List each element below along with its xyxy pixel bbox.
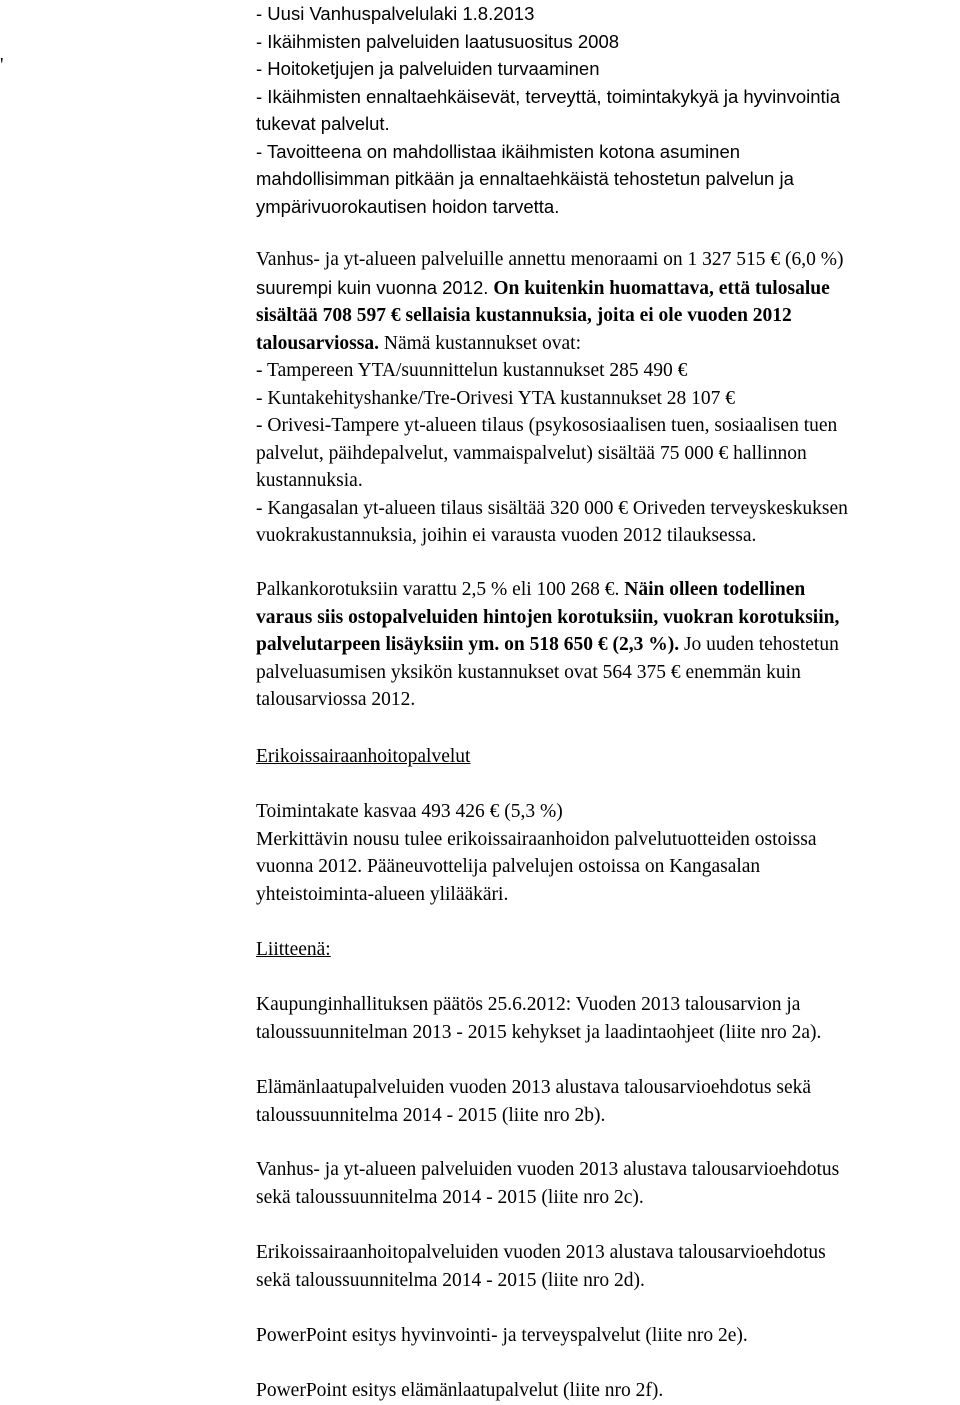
attachments-heading-block <box>256 936 960 964</box>
cost-item: - Kuntakehityshanke/Tre-Orivesi YTA kustannukset 28 107 € <box>256 387 736 409</box>
cost-item: - Orivesi-Tampere yt-alueen tilaus (psykososiaalisen tuen, sosiaalisen tuen <box>256 415 838 436</box>
list-item: - Ikäihmisten palveluiden laatusuositus 2008 <box>256 30 620 52</box>
section-heading: Erikoissairaanhoitopalvelut <box>256 746 471 767</box>
attachment-item <box>256 1239 960 1294</box>
attachment-line: taloussuunnitelma 2014 - 2015 (liite nro 2b). <box>256 1104 606 1126</box>
attachment-line: sekä taloussuunnitelma 2014 - 2015 (liite nro 2d). <box>256 1269 645 1291</box>
list-item: - Uusi Vanhuspalvelulaki 1.8.2013 <box>256 3 535 24</box>
cost-item: - Kangasalan yt-alueen tilaus sisältää 320 000 € Oriveden terveyskeskuksen <box>256 497 848 519</box>
budget-frame-paragraph <box>256 246 960 550</box>
paragraph-line: Toimintakate kasvaa 493 426 € (5,3 %) <box>256 801 563 822</box>
paragraph-line <box>256 576 960 604</box>
paragraph-line: palveluasumisen yksikön kustannukset ovat 564 375 € enemmän kuin <box>256 661 801 683</box>
paragraph-line <box>256 604 960 632</box>
attachment-line: sekä taloussuunnitelma 2014 - 2015 (liite nro 2c). <box>256 1186 644 1208</box>
paragraph-line: Merkittävin nousu tulee erikoissairaanhoidon palvelutuotteiden ostoissa <box>256 828 817 850</box>
specialized-care-paragraph <box>256 798 960 908</box>
emphasis-text: talousarviossa. <box>256 332 379 354</box>
paragraph-line <box>256 302 960 330</box>
stray-mark: ' <box>0 55 4 76</box>
policy-list <box>256 0 960 220</box>
paragraph-text: Jo uuden tehostetun <box>683 634 839 655</box>
list-item-continued: ympärivuorokautisen hoidon tarvetta. <box>256 195 560 217</box>
attachment-item <box>256 1074 960 1129</box>
paragraph-line <box>256 330 960 358</box>
cost-item-continued: palvelut, päihdepalvelut, vammaispalvelut) sisältää 75 000 € hallinnon <box>256 442 807 464</box>
attachment-item <box>256 1156 960 1211</box>
paragraph-line: vuonna 2012. Pääneuvottelija palvelujen ostoissa on Kangasalan <box>256 856 761 877</box>
attachment-line: PowerPoint esitys elämänlaatupalvelut (liite nro 2f). <box>256 1380 664 1401</box>
paragraph-text: Nämä kustannukset ovat: <box>383 332 581 354</box>
attachment-line: taloussuunnitelman 2013 - 2015 kehykset ja laadintaohjeet (liite nro 2a). <box>256 1021 822 1043</box>
attachment-item <box>256 991 960 1046</box>
attachment-line: PowerPoint esitys hyvinvointi- ja terveyspalvelut (liite nro 2e). <box>256 1325 748 1346</box>
emphasis-text: sisältää 708 597 € sellaisia kustannuksia, joita ei ole vuoden 2012 <box>256 305 792 326</box>
emphasis-text: palvelutarpeen lisäyksiin ym. on 518 650 € (2,3 %). <box>256 634 680 655</box>
attachment-item <box>256 1322 960 1350</box>
emphasis-text: varaus siis ostopalveluiden hintojen korotuksiin, vuokran korotuksiin, <box>256 606 840 628</box>
cost-item-continued: vuokrakustannuksia, joihin ei varausta vuoden 2012 tilauksessa. <box>256 525 757 546</box>
paragraph-text: Palkankorotuksiin varattu 2,5 % eli 100 268 €. <box>256 579 620 600</box>
cost-item: - Tampereen YTA/suunnittelun kustannukset 285 490 € <box>256 360 688 381</box>
salary-paragraph <box>256 576 960 714</box>
paragraph-line: yhteistoiminta-alueen ylilääkäri. <box>256 883 509 905</box>
attachments-heading: Liitteenä: <box>256 939 331 960</box>
list-item-continued: tukevat palvelut. <box>256 113 390 134</box>
attachment-line: Erikoissairaanhoitopalveluiden vuoden 2013 alustava talousarvioehdotus <box>256 1242 826 1263</box>
paragraph-line <box>256 274 960 303</box>
attachment-line: Kaupunginhallituksen päätös 25.6.2012: Vuoden 2013 talousarvion ja <box>256 994 801 1015</box>
emphasis-text: On kuitenkin huomattava, että tulosalue <box>493 277 830 299</box>
paragraph-text: suurempi kuin vuonna 2012. <box>256 276 489 298</box>
cost-item-continued: kustannuksia. <box>256 470 363 491</box>
attachment-line: Elämänlaatupalveluiden vuoden 2013 alustava talousarvioehdotus sekä <box>256 1077 812 1098</box>
paragraph-line: Vanhus- ja yt-alueen palveluille annettu menoraami on 1 327 515 € (6,0 %) <box>256 249 844 270</box>
list-item: - Ikäihmisten ennaltaehkäisevät, terveyttä, toimintakykyä ja hyvinvointia <box>256 85 841 107</box>
attachment-line: Vanhus- ja yt-alueen palveluiden vuoden 2013 alustava talousarvioehdotus <box>256 1159 840 1180</box>
paragraph-line: talousarviossa 2012. <box>256 689 416 710</box>
attachment-item <box>256 1377 960 1405</box>
list-item: - Hoitoketjujen ja palveluiden turvaaminen <box>256 58 600 79</box>
emphasis-text: Näin olleen todellinen <box>624 579 806 600</box>
section-heading-block <box>256 743 960 771</box>
list-item: - Tavoitteena on mahdollistaa ikäihmisten kotona asuminen <box>256 140 741 162</box>
paragraph-line <box>256 631 960 659</box>
list-item-continued: mahdollisimman pitkään ja ennaltaehkäistä tehostetun palvelun ja <box>256 168 794 189</box>
